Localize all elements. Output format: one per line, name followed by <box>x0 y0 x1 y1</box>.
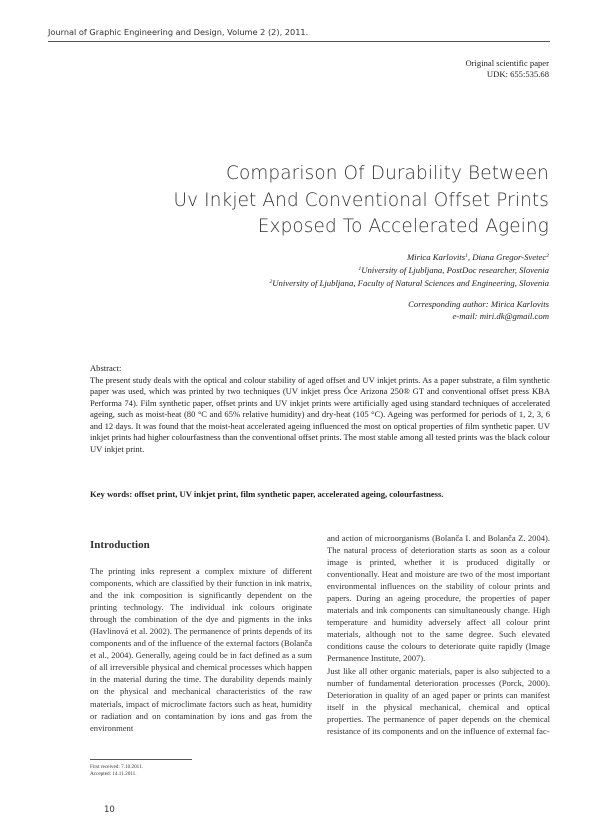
intro-paragraph-3: Just like all other organic materials, paper is also subjected to a number of fundamental deterioration processes (Porck, 2000). Deterioration in quality of an aged paper or prints can manifest itself in the physical mechanical, chemical and optical properties. The permanence of paper depends on the chemical resistance of its components and on the influence of external fac- <box>327 665 550 736</box>
authors-block <box>270 250 550 290</box>
abstract-label: Abstract: <box>90 363 122 373</box>
footnote-received: First received: 7.10.2011. <box>90 764 143 770</box>
correspondence-block <box>408 298 549 323</box>
author-names <box>270 250 550 263</box>
title-line-2: Uv Inkjet And Conventional Offset Prints <box>173 189 549 211</box>
paper-category: Original scientific paper <box>465 58 549 68</box>
affiliation-2 <box>270 276 550 289</box>
author-2-mark: 2 <box>546 253 549 259</box>
paper-title <box>109 161 549 241</box>
affiliation-1-mark: 1 <box>358 266 362 273</box>
udk-code: UDK: 655:535.68 <box>486 69 549 79</box>
intro-paragraph-2: and action of microorganisms (Bolanča I. and Bolanča Z. 2004). The natural process of deterioration starts as soon as a colour image is printed, whether it is produced digitally or conventionally. Heat and moisture are two of the most important environmental influences on the stability of colour prints and papers. During an ageing procedure, the properties of paper materials and ink components can simultaneously change. High temperature and humidity adversely affect all colour print materials, although not to the same degree. Such elevated conditions cause the colours to deteriorate quite rapidly (Image Permanence Institute, 2007). <box>327 533 550 664</box>
footnote-accepted: Accepted: 14.11.2011. <box>90 770 137 777</box>
intro-paragraph-1: The printing inks represent a complex mixture of different components, which are classified by their function in ink matrix, and the ink composition is significantly dependent on the printing technology. The individual ink colours originate through the combination of the dye and pigments in the inks (Havlinová et al. 2002). The permanence of prints depends of its components and of the influence of the external factors (Bolanča et al., 2004). Generally, ageing could be in fact defined as a sum of all irreversible physical and chemical processes which happen in the material during the time. The durability depends mainly on the physical and mechanical characteristics of the raw materials, impact of microclimate factors such as heat, humidity or radiation and on contamination by ions and gas from the environment <box>90 566 312 733</box>
right-column <box>327 532 550 737</box>
author-1: Mirica Karlovits <box>406 252 466 262</box>
affiliation-2-text: University of Ljubljana, Faculty of Natural Sciences and Engineering, Slovenia <box>272 278 549 289</box>
affiliation-1 <box>270 263 550 276</box>
left-column <box>90 534 312 734</box>
footnote-rule <box>90 759 192 760</box>
abstract <box>90 363 550 455</box>
title-line-3: Exposed To Accelerated Ageing <box>257 216 549 237</box>
abstract-text: The present study deals with the optical and colour stability of aged offset and UV inkjet prints. As a paper substrate, a film synthetic paper was used, which was printed by two techniques (UV inkjet press Óce Arizona 250® GT and conventional offset press KBA Performa 74). Film synthetic paper, offset prints and UV inkjet prints were artificially aged using standard techniques of accelerated ageing, such as moist-heat (80 °C and 65% relative humidity) and dry-heat (105 °C). Ageing was performed for periods of 1, 2, 3, 6 and 12 days. It was found that the moist-heat accelerated ageing influenced the most on optical properties of film synthetic paper. UV inkjet prints had higher colourfastness than the conventional offset prints. The most stable among all tested prints was the black colour UV inkjet print. <box>90 374 550 454</box>
affiliation-2-mark: 2 <box>269 279 273 286</box>
footnotes <box>90 764 143 777</box>
section-heading-introduction: Introduction <box>90 539 150 551</box>
page-number: 10 <box>104 805 115 815</box>
corresponding-author: Corresponding author: Mirica Karlovits <box>408 299 549 309</box>
keywords: Key words: offset print, UV inkjet print, film synthetic paper, accelerated ageing, colourfastness. <box>90 489 444 499</box>
header-rule <box>48 41 550 42</box>
title-line-1: Comparison Of Durability Between <box>225 163 549 184</box>
paper-type-block <box>465 58 549 80</box>
running-header: Journal of Graphic Engineering and Design, Volume 2 (2), 2011. <box>48 27 309 37</box>
affiliation-1-text: University of Ljubljana, PostDoc researcher, Slovenia <box>361 265 549 276</box>
correspondence-email: e-mail: miri.dk@gmail.com <box>452 311 549 322</box>
author-1-mark: 1 <box>465 253 468 259</box>
author-2: , Diana Gregor-Svetec <box>467 252 547 262</box>
